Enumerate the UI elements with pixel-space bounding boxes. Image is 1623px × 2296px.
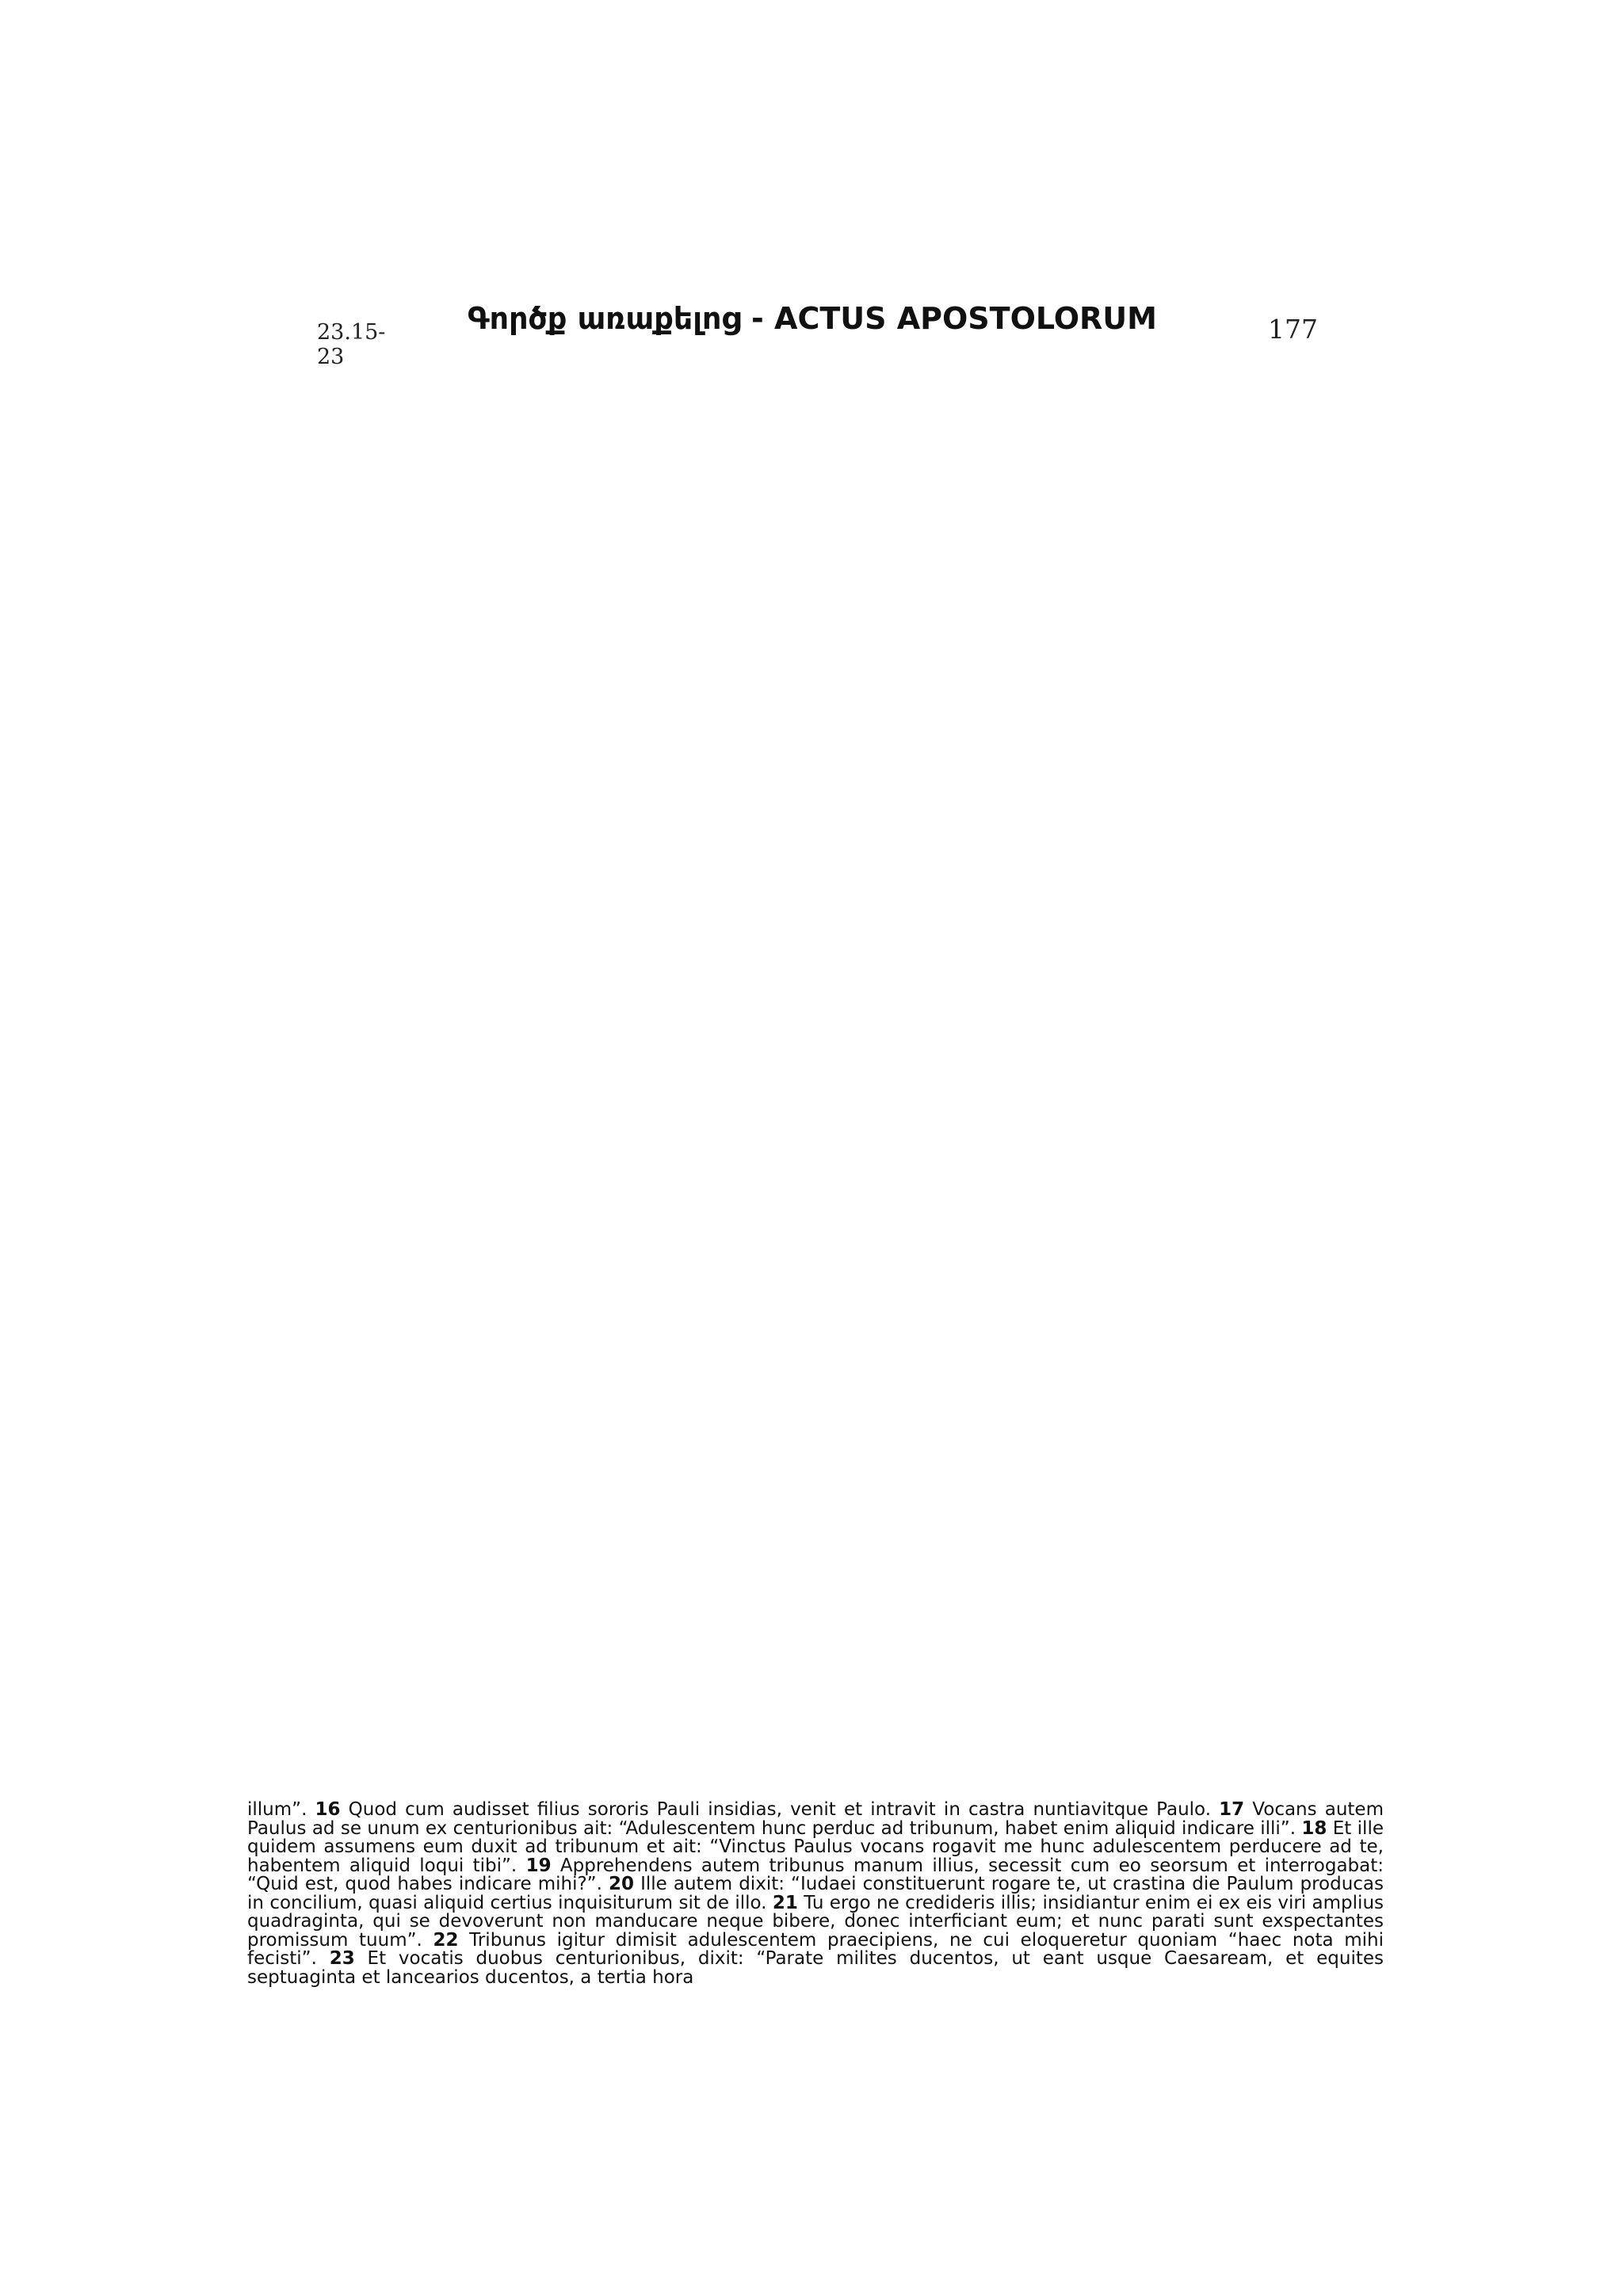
- latin-verse-text: Tribunus igitur dimisit adulescentem praecipiens, ne cui eloqueretur quoniam “haec nota mihi fecisti”.: [247, 1929, 1384, 1969]
- latin-verse-number: 19: [525, 1855, 552, 1876]
- latin-verse-text: Tu ergo ne credideris illis; insidiantur enim ei ex eis viri amplius quadraginta, qui se devoverunt non manducare neque bibere, donec interficiant eum; et nunc parati sunt exspectantes promissum tuum”.: [247, 1892, 1384, 1951]
- latin-verse-text: Et ille quidem assumens eum duxit ad tribunum et ait: “Vinctus Paulus vocans rogavit me hunc adulescentem perducere ad te, habentem aliquid loqui tibi”.: [247, 1817, 1384, 1876]
- chapter-verse-reference: 23.15-23: [317, 320, 386, 369]
- latin-verse-text: Et vocatis duobus centurionibus, dixit: “Parate milites ducentos, ut eant usque Caesaream, et equites septuaginta et lancearios ducentos, a tertia hora: [247, 1948, 1384, 1988]
- latin-verse-text: Ille autem dixit: “Iudaei constituerunt rogare te, ut crastina die Paulum producas in concilium, quasi aliquid certius inquisiturum sit de illo.: [247, 1874, 1384, 1913]
- latin-vulgate-text: [247, 1801, 1384, 1999]
- page-number: 177: [1268, 314, 1318, 345]
- latin-verse-text: Apprehendens autem tribunus manum illius, secessit cum eo seorsum et interrogabat: “Quid est, quod habes indicare mihi?”.: [247, 1855, 1384, 1894]
- latin-verse-number: 23: [329, 1948, 355, 1969]
- latin-verse-number: 17: [1219, 1799, 1245, 1820]
- latin-verse-text: illum”.: [247, 1799, 315, 1820]
- latin-verse-number: 20: [608, 1874, 634, 1894]
- latin-verse-number: 21: [772, 1892, 798, 1913]
- page-title: Գործք առաքելոց - ACTUS APOSTOLORUM: [468, 301, 1157, 336]
- latin-verse-number: 16: [315, 1799, 341, 1820]
- latin-verse-number: 18: [1301, 1817, 1327, 1839]
- latin-verse-text: Quod cum audisset filius sororis Pauli insidias, venit et intravit in castra nuntiavitque Paulo.: [340, 1799, 1220, 1820]
- latin-verse-number: 22: [433, 1929, 459, 1951]
- latin-verse-text: Vocans autem Paulus ad se unum ex centurionibus ait: “Adulescentem hunc perduc ad tribunum, habet enim aliquid indicare illi”.: [247, 1799, 1384, 1839]
